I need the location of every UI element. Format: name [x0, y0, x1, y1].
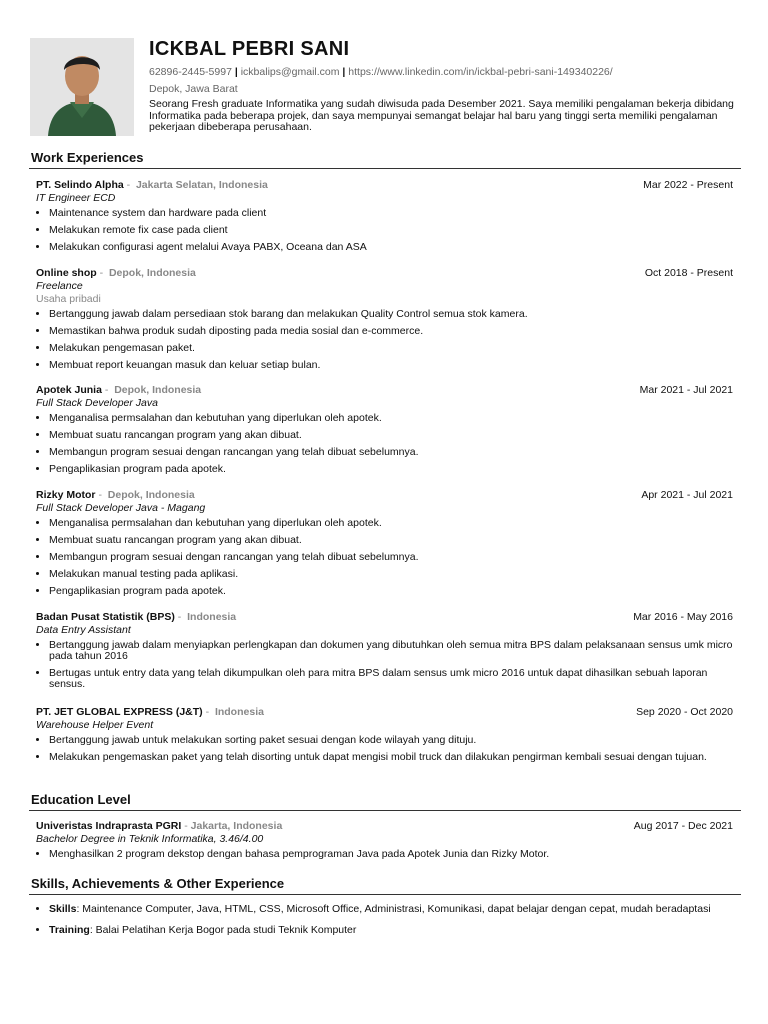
- date-range: Mar 2021 - Jul 2021: [639, 384, 733, 396]
- list-item: • Menganalisa permsalahan dan kebutuhan yang diperlukan oleh apotek.: [49, 518, 733, 529]
- phone-number: 62896-2445-5997: [149, 66, 232, 78]
- list-item: • Membuat suatu rancangan program yang akan dibuat.: [49, 535, 733, 546]
- section-divider: [29, 894, 741, 895]
- list-item: • Bertanggung jawab untuk melakukan sorting paket sesuai dengan kode wilayah yang dituju.: [49, 735, 733, 746]
- candidate-name: ICKBAL PEBRI SANI: [149, 38, 350, 60]
- date-range: Mar 2016 - May 2016: [633, 611, 733, 623]
- company-location: Depok, Indonesia: [107, 489, 195, 501]
- list-item: • Pengaplikasian program pada apotek.: [49, 464, 733, 475]
- separator: |: [342, 66, 346, 78]
- list-item: • Bertanggung jawab dalam persediaan stok barang dan melakukan Quality Control semua stok kamera.: [49, 309, 733, 320]
- contact-line: [149, 65, 739, 79]
- duty-list: [36, 309, 733, 371]
- list-item: [49, 925, 733, 936]
- company-location: Jakarta Selatan, Indonesia: [135, 179, 268, 191]
- list-item: • Melakukan pengemasan paket.: [49, 343, 733, 354]
- degree: Bachelor Degree in Teknik Informatika, 3.46/4.00: [36, 833, 264, 845]
- list-item: • Membuat suatu rancangan program yang akan dibuat.: [49, 430, 733, 441]
- linkedin-link[interactable]: https://www.linkedin.com/in/ickbal-pebri-sani-149340226/: [348, 66, 613, 78]
- company-name: PT. Selindo Alpha: [36, 179, 124, 191]
- list-item: • Pengaplikasian program pada apotek.: [49, 586, 733, 597]
- date-range: Aug 2017 - Dec 2021: [633, 820, 733, 832]
- company-location: Indonesia: [214, 706, 264, 718]
- company-name: Apotek Junia: [36, 384, 102, 396]
- school-location: Jakarta, Indonesia: [190, 820, 283, 832]
- company-name: PT. JET GLOBAL EXPRESS (J&T): [36, 706, 203, 718]
- work-entry: PT. JET GLOBAL EXPRESS (J&T) - Indonesia Sep 2020 - Oct 2020 Warehouse Helper Event • Bertanggung jawab untuk melakukan sorting paket sesuai dengan kode wilayah yang dituju. • Melakukan pengemaskan paket yang telah disorting untuk dapat mengisi mobil truck dan dilakukan pengirman kembali sesuai dengan tujuan.: [36, 705, 733, 769]
- duty-list: [36, 208, 733, 253]
- company-location: Depok, Indonesia: [108, 267, 196, 279]
- company-location: Depok, Indonesia: [114, 384, 202, 396]
- company-name: Badan Pusat Statistik (BPS): [36, 611, 175, 623]
- education-entry: Univeristas Indraprasta PGRI - Jakarta, Indonesia Aug 2017 - Dec 2021 Bachelor Degree in Teknik Informatika, 3.46/4.00 • Menghasilkan 2 program dekstop dengan bahasa pemprograman Java pada Apotek Junia dan Rizky Motor.: [36, 819, 733, 866]
- skill-text: : Balai Pelatihan Kerja Bogor pada studi Teknik Komputer: [89, 924, 357, 936]
- date-range: Mar 2022 - Present: [643, 179, 733, 191]
- profile-photo: [30, 38, 134, 136]
- list-item: • Bertanggung jawab dalam menyiapkan perlengkapan dan dokumen yang dibutuhkan oleh semua mitra BPS dalam pelaksanaan sensus umk micro pada tahun 2016: [49, 640, 733, 662]
- profile-summary: Seorang Fresh graduate Informatika yang sudah diwisuda pada Desember 2021. Saya memiliki pengalaman bekerja dibidang Informatika pada beberapa projek, dan saya mempunyai semangat belajar hal baru yang tinggi serta memiliki pengalaman pekerjaan dibeberapa perusahaan.: [149, 98, 734, 133]
- candidate-location: Depok, Jawa Barat: [149, 83, 238, 95]
- duty-list: [36, 413, 733, 475]
- skill-label: Training: [49, 924, 90, 936]
- list-item: [49, 904, 733, 915]
- list-item: • Menghasilkan 2 program dekstop dengan bahasa pemprograman Java pada Apotek Junia dan Rizky Motor.: [49, 849, 733, 860]
- section-divider: [29, 168, 741, 169]
- work-entry: Apotek Junia - Depok, Indonesia Mar 2021 - Jul 2021 Full Stack Developer Java • Menganalisa permsalahan dan kebutuhan yang diperlukan oleh apotek. • Membuat suatu rancangan program yang akan dibuat. • Membangun program sesuai dengan rancangan yang telah dibuat sebelumnya. • Pengaplikasian program pada apotek.: [36, 383, 733, 481]
- skill-text: : Maintenance Computer, Java, HTML, CSS, Microsoft Office, Administrasi, Komunikasi, dapat belajar dengan cepat, mudah beradaptasi: [76, 903, 711, 915]
- skill-label: Skills: [49, 903, 77, 915]
- job-role: IT Engineer ECD: [36, 192, 116, 204]
- job-role: Warehouse Helper Event: [36, 719, 154, 731]
- email-link[interactable]: ickbalips@gmail.com: [240, 66, 340, 78]
- job-role: Full Stack Developer Java: [36, 397, 158, 409]
- list-item: • Membangun program sesuai dengan rancangan yang telah dibuat sebelumnya.: [49, 552, 733, 563]
- achievement-list: [36, 849, 733, 860]
- list-item: • Melakukan configurasi agent melalui Avaya PABX, Oceana dan ASA: [49, 242, 733, 253]
- job-role: Freelance: [36, 280, 83, 292]
- skills-section-title: Skills, Achievements & Other Experience: [31, 876, 285, 891]
- list-item: • Melakukan remote fix case pada client: [49, 225, 733, 236]
- job-role: Data Entry Assistant: [36, 624, 131, 636]
- school-name: Univeristas Indraprasta PGRI: [36, 820, 182, 832]
- job-note: Usaha pribadi: [36, 293, 101, 305]
- separator: |: [234, 66, 238, 78]
- work-entry: Badan Pusat Statistik (BPS) - Indonesia Mar 2016 - May 2016 Data Entry Assistant • Bertanggung jawab dalam menyiapkan perlengkapan dan dokumen yang dibutuhkan oleh semua mitra BPS dalam pelaksanaan sensus umk micro pada tahun 2016 • Bertugas untuk entry data yang telah dikumpulkan oleh para mitra BPS dalam sensus umk micro 2016 untuk dapat dihasilkan sebuah laporan sensus.: [36, 610, 733, 696]
- resume-header: [149, 36, 739, 134]
- date-range: Apr 2021 - Jul 2021: [641, 489, 733, 501]
- duty-list: [36, 518, 733, 597]
- list-item: • Maintenance system dan hardware pada client: [49, 208, 733, 219]
- section-divider: [29, 810, 741, 811]
- person-portrait-icon: [30, 38, 134, 136]
- skills-entry: [36, 904, 733, 942]
- list-item: • Bertugas untuk entry data yang telah dikumpulkan oleh para mitra BPS dalam sensus umk micro 2016 untuk dapat dihasilkan sebuah laporan sensus.: [49, 668, 733, 690]
- duty-list: [36, 640, 733, 690]
- list-item: • Melakukan pengemaskan paket yang telah disorting untuk dapat mengisi mobil truck dan dilakukan pengirman kembali sesuai dengan tujuan.: [49, 752, 733, 763]
- duty-list: [36, 735, 733, 763]
- list-item: • Membuat report keuangan masuk dan keluar setiap bulan.: [49, 360, 733, 371]
- job-role: Full Stack Developer Java - Magang: [36, 502, 206, 514]
- list-item: • Melakukan manual testing pada aplikasi.: [49, 569, 733, 580]
- skills-list: [36, 904, 733, 936]
- date-range: Sep 2020 - Oct 2020: [636, 706, 733, 718]
- company-location: Indonesia: [187, 611, 237, 623]
- company-name: Online shop: [36, 267, 97, 279]
- work-entry: PT. Selindo Alpha - Jakarta Selatan, Indonesia Mar 2022 - Present IT Engineer ECD • Maintenance system dan hardware pada client • Melakukan remote fix case pada client • Melakukan configurasi agent melalui Avaya PABX, Oceana dan ASA: [36, 178, 733, 259]
- list-item: • Memastikan bahwa produk sudah diposting pada media sosial dan e-commerce.: [49, 326, 733, 337]
- list-item: • Membangun program sesuai dengan rancangan yang telah dibuat sebelumnya.: [49, 447, 733, 458]
- work-entry: Rizky Motor - Depok, Indonesia Apr 2021 - Jul 2021 Full Stack Developer Java - Magang • Menganalisa permsalahan dan kebutuhan yang diperlukan oleh apotek. • Membuat suatu rancangan program yang akan dibuat. • Membangun program sesuai dengan rancangan yang telah dibuat sebelumnya. • Melakukan manual testing pada aplikasi. • Pengaplikasian program pada apotek.: [36, 488, 733, 603]
- work-section-title: Work Experiences: [31, 150, 144, 165]
- education-section-title: Education Level: [31, 792, 131, 807]
- date-range: Oct 2018 - Present: [644, 267, 733, 279]
- work-entry: Online shop - Depok, Indonesia Oct 2018 - Present Freelance Usaha pribadi • Bertanggung jawab dalam persediaan stok barang dan melakukan Quality Control semua stok kamera. • Memastikan bahwa produk sudah diposting pada media sosial dan e-commerce. • Melakukan pengemasan paket. • Membuat report keuangan masuk dan keluar setiap bulan.: [36, 266, 733, 377]
- list-item: • Menganalisa permsalahan dan kebutuhan yang diperlukan oleh apotek.: [49, 413, 733, 424]
- company-name: Rizky Motor: [36, 489, 96, 501]
